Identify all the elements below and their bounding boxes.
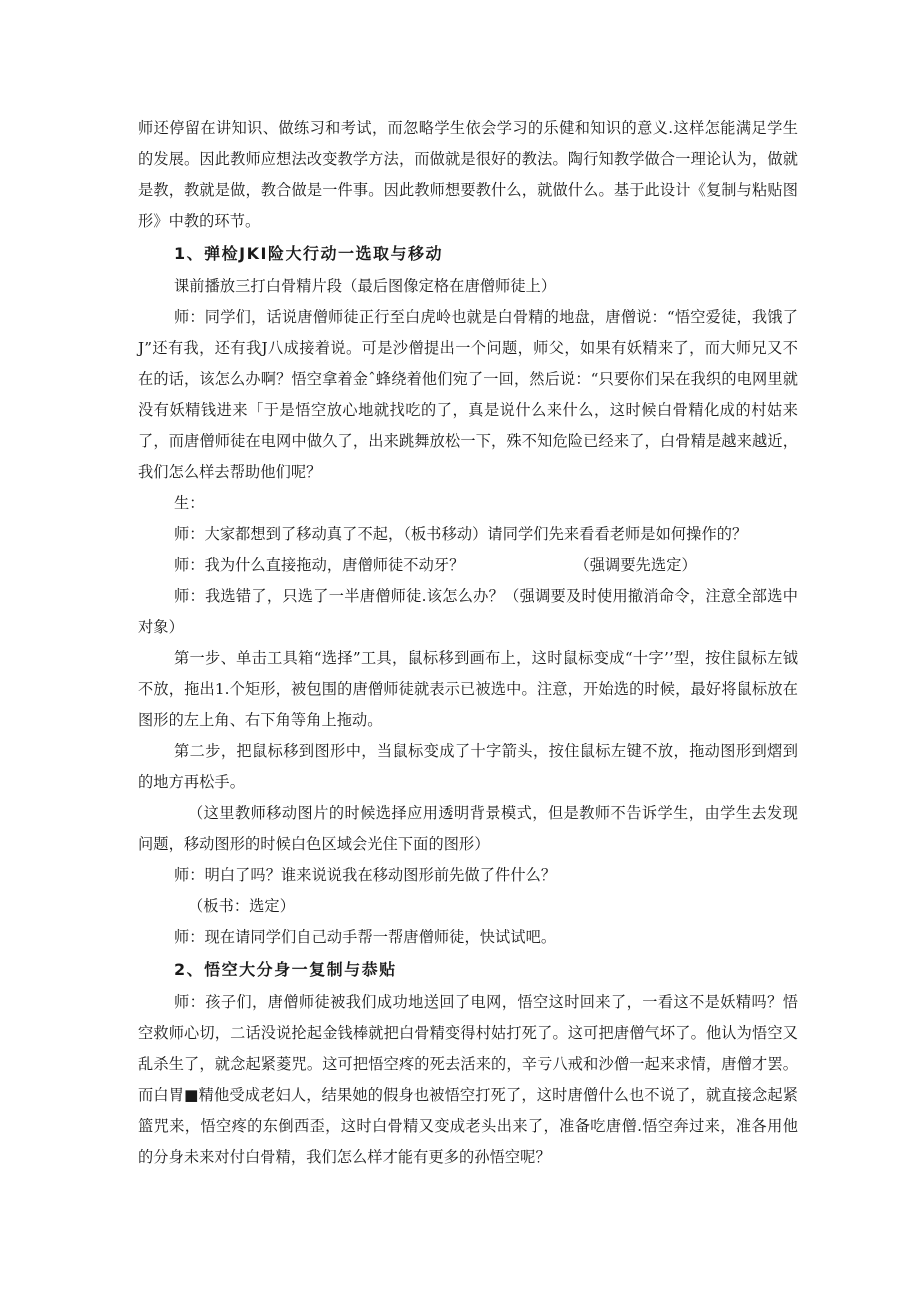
paragraph: 师还停留在讲知识、做练习和考试，而忽略学生依会学习的乐健和知识的意义.这样怎能满足学生的发展。因此教师应想法改变教学方法，而做就是很好的教法。陶行知教学做合一理论认为，做就是教，教就是做，教合做是一件事。因此教师想要教什么，就做什么。基于此设计《复制与粘贴图形》中教的环节。 <box>138 119 798 230</box>
paragraph: 课前播放三打白骨精片段（最后图像定格在唐僧师徒上） <box>174 277 557 295</box>
paragraph: （这里教师移动图片的时候选择应用透明背景模式，但是教师不告诉学生，由学生去发现问题，移动图形的时候白色区域会光住下面的图形） <box>138 804 798 853</box>
section-heading-1: 1、弹检JKI险大行动一选取与移动 <box>174 244 443 263</box>
paragraph: 师：大家都想到了移动真了不起，（板书移动）请同学们先来看看老师是如何操作的？ <box>174 525 748 543</box>
section-heading-2: 2、悟空大分身一复制与恭贴 <box>174 960 397 979</box>
paragraph: 师：明白了吗？谁来说说我在移动图形前先做了件什么？ <box>174 866 557 884</box>
paragraph-main-text: 师：我为什么直接拖动，唐僧师徒不动牙？ <box>174 556 465 574</box>
paragraph: 生： <box>174 494 205 512</box>
paragraph-note: （强调要先选定） <box>574 556 697 574</box>
paragraph: 师：现在请同学们自己动手帮一帮唐僧师徒，快试试吧。 <box>174 928 557 946</box>
paragraph: 师：我选错了，只选了一半唐僧师徒.该怎么办？（强调要及时使用撤消命令，注意全部选中对象） <box>138 587 798 636</box>
paragraph: 师：孩子们，唐僧师徒被我们成功地送回了电网，悟空这时回来了，一看这不是妖精吗？悟空救师心切，二话没说抡起金钱棒就把白骨精变得村姑打死了。这可把唐僧气坏了。他认为悟空又乱杀生了，就念起紧菱咒。这可把悟空疼的死去活来的，辛亏八戒和沙僧一起来求情，唐僧才罢。而白胃■精他受成老妇人，结果她的假身也被悟空打死了，这时唐僧什么也不说了，就直接念起紧篮咒来，悟空疼的东倒西歪，这时白骨精又变成老头出来了，准备吃唐僧.悟空奔过来，准各用他的分身未来对付白骨精，我们怎么样才能有更多的孙悟空呢？ <box>138 993 798 1166</box>
paragraph: 第二步，把鼠标移到图形中，当鼠标变成了十字箭头，按住鼠标左键不放，拖动图形到熠到的地方再松手。 <box>138 742 798 791</box>
document-body <box>138 113 798 1173</box>
paragraph: 第一步、单击工具箱“选择”工具，鼠标移到画布上，这时鼠标变成“十字’’型，按住鼠标左钺不放，拖出1.个矩形，被包围的唐僧师徒就表示已被选中。注意，开始选的时候，最好将鼠标放在图形的左上角、右下角等角上拖动。 <box>138 649 798 729</box>
paragraph: 师：同学们，话说唐僧师徒正行至白虎岭也就是白骨精的地盘，唐僧说：“悟空爱徒，我饿了J”还有我，还有我J八成接着说。可是沙僧提出一个问题，师父，如果有妖精来了，而大师兄又不在的话，该怎么办啊？悟空拿着金ˆ蜂绕着他们宛了一回，然后说：“只要你们呆在我织的电网里就没有妖精钱进来「于是悟空放心地就找吃的了，真是说什么来什么，这时候白骨精化成的村姑来了，而唐僧师徒在电网中做久了，出来跳舞放松一下，殊不知危险已经来了，白骨精是越来越近，我们怎么样去帮助他们呢？ <box>138 308 798 481</box>
paragraph: （板书：选定） <box>188 897 296 915</box>
paragraph <box>138 550 798 581</box>
